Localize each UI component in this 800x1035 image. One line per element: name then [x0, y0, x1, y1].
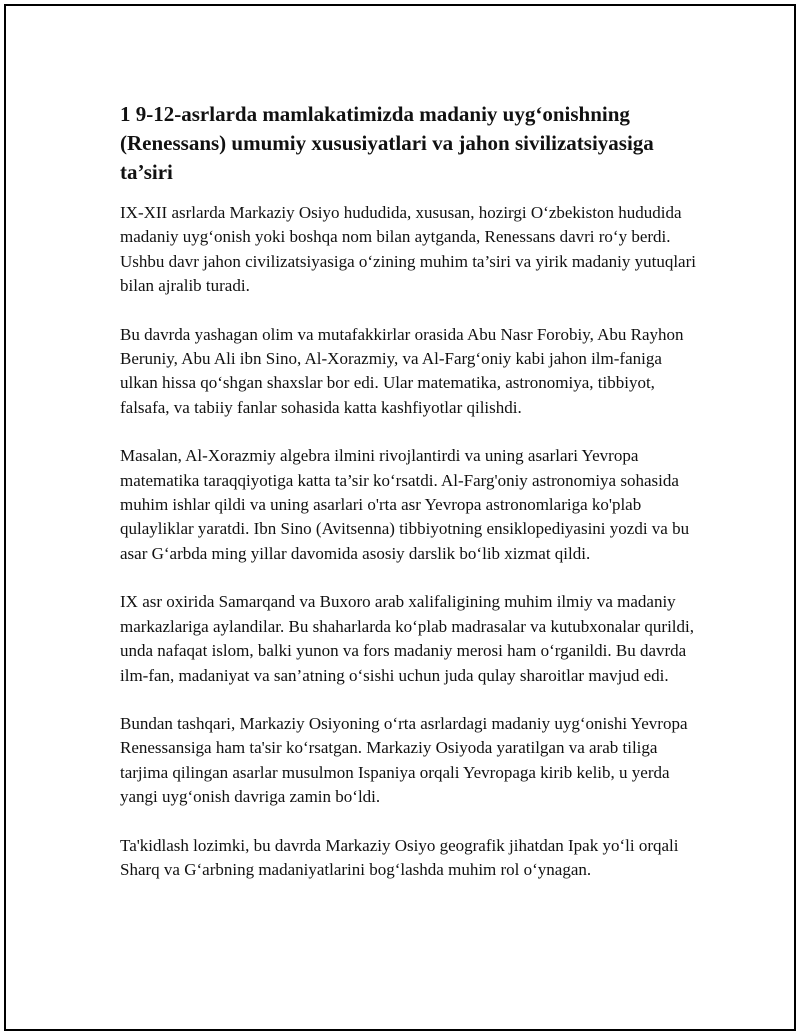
paragraph-3: Masalan, Al-Xorazmiy algebra ilmini rivojlantirdi va uning asarlari Yevropa matematika taraqqiyotiga katta ta’sir ko‘rsatdi. Al-Farg'oniy astronomiya sohasida muhim ishlar qildi va uning asarlari o'rta asr Yevropa astronomlariga ko'plab qulayliklar yaratdi. Ibn Sino (Avitsenna) tibbiyotning ensiklopediyasini yozdi va bu asar G‘arbda ming yillar davomida asosiy darslik bo‘lib xizmat qildi.: [120, 446, 690, 563]
paragraph-5: Bundan tashqari, Markaziy Osiyoning o‘rta asrlardagi madaniy uyg‘onishi Yevropa Renessansiga ham ta'sir ko‘rsatgan. Markaziy Osiyoda yaratilgan va arab tiliga tarjima qilingan asarlar musulmon Ispaniya orqali Yevropaga kirib kelib, u yerda yangi uyg‘onish davriga zamin bo‘ldi.: [120, 713, 688, 807]
document-body: [120, 100, 700, 906]
paragraph-1: IX-XII asrlarda Markaziy Osiyo hududida, xususan, hozirgi O‘zbekiston hududida madaniy uyg‘onish yoki boshqa nom bilan aytganda, Renessans davri ro‘y berdi. Ushbu davr jahon civilizatsiyasiga o‘zining muhim ta’siri va yirik madaniy yutuqlari bilan ajralib turadi.: [120, 203, 696, 296]
document-title: 1 9-12-asrlarda mamlakatimizda madaniy uyg‘onishning (Renessans) umumiy xususiyatlari va jahon sivilizatsiyasiga ta’siri: [120, 102, 654, 184]
paragraph-4: IX asr oxirida Samarqand va Buxoro arab xalifaligining muhim ilmiy va madaniy markazlariga aylandilar. Bu shaharlarda ko‘plab madrasalar va kutubxonalar qurildi, unda nafaqat islom, balki yunon va fors madaniy merosi ham o‘rganildi. Bu davrda ilm-fan, madaniyat va san’atning o‘sishi uchun juda qulay sharoitlar mavjud edi.: [120, 592, 694, 685]
page-frame: [4, 4, 796, 1031]
paragraph-6: Ta'kidlash lozimki, bu davrda Markaziy Osiyo geografik jihatdan Ipak yo‘li orqali Sharq va G‘arbning madaniyatlarini bog‘lashda muhim rol o‘ynagan.: [120, 835, 679, 879]
paragraph-2: Bu davrda yashagan olim va mutafakkirlar orasida Abu Nasr Forobiy, Abu Rayhon Beruniy, Abu Ali ibn Sino, Al-Xorazmiy, va Al-Farg‘oniy kabi jahon ilm-faniga ulkan hissa qo‘shgan shaxslar bor edi. Ular matematika, astronomiya, tibbiyot, falsafa, va tabiiy fanlar sohasida katta kashfiyotlar qilishdi.: [120, 324, 684, 417]
